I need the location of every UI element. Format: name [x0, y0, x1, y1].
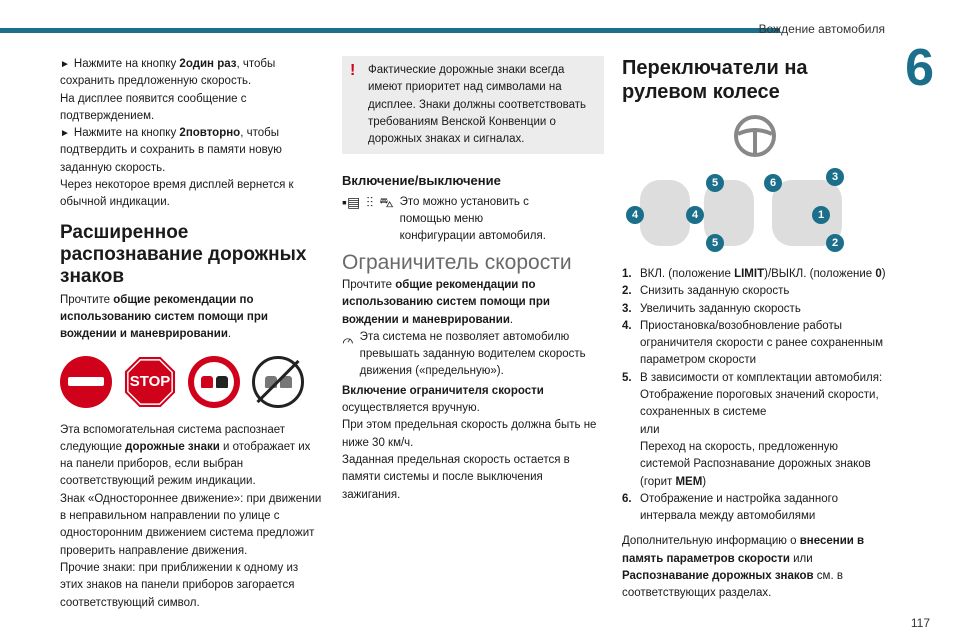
paragraph: осуществляется вручную. — [342, 402, 480, 415]
section-heading: Включение/выключение — [342, 173, 501, 189]
limiter-text: Эта система не позволяет автомобилю превышать заданную водителем скорость движения («предельную»). — [359, 330, 586, 378]
callout-badge: 6 — [764, 174, 782, 192]
bullet-1: ► Нажмите на кнопку 2один раз, чтобы сохранить предложенную скорость. — [60, 58, 276, 88]
callout-badge: 4 — [626, 206, 644, 224]
speedometer-icon — [342, 329, 354, 351]
settings-sliders-icon: ⫶⫶ — [366, 193, 374, 210]
stop-sign-icon — [124, 356, 176, 408]
arrow-icon: ► — [60, 59, 70, 70]
steering-controls-diagram — [622, 168, 884, 258]
arrow-icon: ► — [60, 128, 70, 140]
paragraph: Заданная предельная скорость остается в памяти системы и после выключения зажигания. — [342, 453, 570, 501]
paragraph: На дисплее появится сообщение с подтверждением. — [60, 92, 247, 122]
stop-sign-label: STOP — [129, 372, 171, 390]
warning-text: Фактические дорожные знаки всегда имеют приоритет над символами на дисплее. Знаки должны соответствовать требованиям Венской Конвенции о дорожных знаках и сигналах. — [368, 64, 587, 146]
onoff-text: Это можно установить с помощью меню конфигурации автомобиля. — [399, 195, 546, 243]
running-title: Вождение автомобиля — [758, 22, 885, 36]
callout-badge: 5 — [706, 234, 724, 252]
section-heading: Расширенное распознавание дорожных знаков — [60, 221, 307, 287]
list-item: 1. ВКЛ. (положение LIMIT)/ВЫКЛ. (положение 0) — [622, 268, 886, 280]
callout-badge: 1 — [812, 206, 830, 224]
paragraph: Дополнительную информацию о внесении в память параметров скорости или Распознавание дорожных знаков см. в соответствующих разделах. — [622, 535, 865, 600]
column-3 — [622, 56, 887, 603]
steering-wheel-icon — [733, 114, 777, 158]
chapter-number: 6 — [905, 39, 934, 97]
paragraph: Через некоторое время дисплей вернется к обычной индикации. — [60, 179, 294, 209]
paragraph: Прочтите общие рекомендации по использованию систем помощи при вождении и маневрировании. — [342, 278, 550, 326]
end-no-overtaking-sign-icon — [252, 356, 304, 408]
limiter-info — [342, 329, 604, 381]
callout-badge: 3 — [826, 168, 844, 186]
column-1 — [60, 56, 322, 612]
touchscreen-icon: ▪▤ — [342, 193, 361, 210]
section-heading: Ограничитель скорости — [342, 250, 572, 274]
callout-badge: 5 — [706, 174, 724, 192]
warning-box — [342, 56, 604, 154]
paragraph: Прочие знаки: при приближении к одному из этих знаков на панели приборов загорается соответствующий символ. — [60, 561, 299, 609]
list-item: 5. В зависимости от комплектации автомобиля: Отображение пороговых значений скорости, сохраненных в системе или Переход на скорость, предложенную системой Распознавание дорожных знаков (горит MEM) — [622, 371, 883, 488]
column-2 — [342, 56, 604, 504]
subheading: Включение ограничителя скорости — [342, 384, 544, 397]
paragraph: Прочтите общие рекомендации по использованию систем помощи при вождении и маневрировании. — [60, 293, 268, 341]
no-overtaking-sign-icon — [188, 356, 240, 408]
list-item: 4. Приостановка/возобновление работы ограничителя скорости с ранее сохраненным параметром скорости — [622, 319, 883, 367]
paragraph: Знак «Одностороннее движение»: при движении в неправильном направлении по улице с односторонним движением система предложит проверить направление движения. — [60, 492, 322, 557]
page-number: 117 — [910, 616, 930, 630]
callout-badge: 4 — [686, 206, 704, 224]
callout-badge: 2 — [826, 234, 844, 252]
header-bar — [0, 28, 780, 33]
control-stalk — [640, 180, 690, 246]
section-heading: Переключатели на рулевом колесе — [622, 57, 808, 103]
warning-icon: ! — [350, 62, 356, 79]
road-signs — [60, 356, 322, 408]
paragraph: Эта вспомогательная система распознает следующие дорожные знаки и отображает их на панели приборов, если выбран соответствующий режим индикации. — [60, 423, 311, 488]
no-entry-sign-icon — [60, 356, 112, 408]
car-icon: ⛍ — [379, 193, 394, 210]
bullet-2: ► Нажмите на кнопку 2повторно, чтобы подтвердить и сохранить в памяти новую заданную скорость. — [60, 127, 282, 174]
list-item: 6. Отображение и настройка заданного интервала между автомобилями — [622, 492, 838, 523]
list-item: 3. Увеличить заданную скорость — [622, 302, 801, 315]
list-item: 2. Снизить заданную скорость — [622, 285, 790, 298]
paragraph: При этом предельная скорость должна быть не ниже 30 км/ч. — [342, 419, 597, 449]
settings-icons — [342, 194, 604, 246]
